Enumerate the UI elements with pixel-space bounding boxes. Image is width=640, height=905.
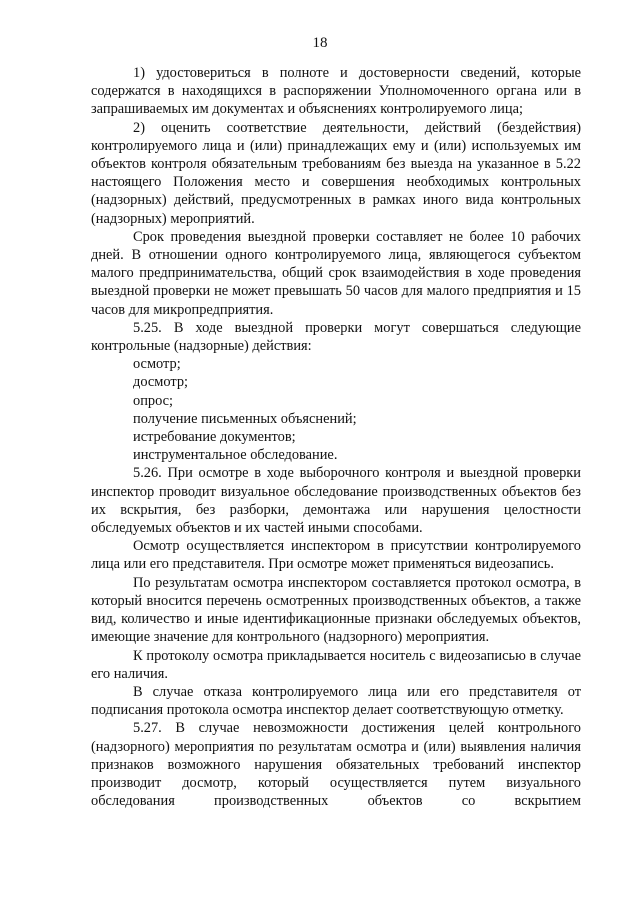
- actions-list: [91, 355, 581, 464]
- page-number: 18: [312, 35, 328, 51]
- list-item: получение письменных объяснений;: [133, 410, 357, 427]
- list-item: истребование документов;: [133, 429, 296, 446]
- paragraph-5-27: 5.27. В случае невозможности достижения целей контрольного (надзорного) мероприятия по результатам осмотра и (или) выявления наличия признаков возможного нарушения обязательных требований инспектор производит досмотр, который осуществляется путем визуального обследования производственных объектов со вскрытием: [91, 720, 581, 810]
- paragraph-inspection-term: Срок проведения выездной проверки составляет не более 10 рабочих дней. В отношении одного контролируемого лица, являющегося субъектом малого предпринимательства, общий срок взаимодействия в ходе проведения выездной проверки не может превышать 50 часов для малого предприятия и 15 часов для микропредприятия.: [91, 228, 581, 318]
- paragraph-5-26: 5.26. При осмотре в ходе выборочного контроля и выездной проверки инспектор проводит визуальное обследование производственных объектов без их вскрытия, без разборки, демонтажа или нарушения целостности обследуемых объектов и их частей иными способами.: [91, 465, 581, 537]
- paragraph-signing-refusal: В случае отказа контролируемого лица или его представителя от подписания протокола осмотра инспектор делает соответствующую отметку.: [91, 683, 581, 719]
- list-item: опрос;: [133, 392, 174, 409]
- paragraph-inspection-presence: Осмотр осуществляется инспектором в присутствии контролируемого лица или его представителя. При осмотре может применяться видеозапись.: [91, 538, 581, 573]
- list-item: инструментальное обследование.: [133, 447, 338, 464]
- paragraph-video-carrier: К протоколу осмотра прикладывается носитель с видеозаписью в случае его наличия.: [91, 647, 581, 682]
- paragraph-5-25: 5.25. В ходе выездной проверки могут совершаться следующие контрольные (надзорные) действия:: [91, 319, 581, 355]
- paragraph-item-2: 2) оценить соответствие деятельности, действий (бездействия) контролируемого лица и (или) принадлежащих ему и (или) используемых им объектов контроля обязательным требованиям без выезда на указанное в 5.22 настоящего Положения место и совершения необходимых контрольных (надзорных) действий, предусмотренных в рамках иного вида контрольных (надзорных) мероприятий.: [91, 119, 581, 227]
- list-item: осмотр;: [133, 356, 181, 373]
- list-item: досмотр;: [133, 374, 189, 391]
- paragraph-item-1: 1) удостовериться в полноте и достоверности сведений, которые содержатся в находящихся в распоряжении Уполномоченного органа или в запрашиваемых им документах и объяснениях контролируемого лица;: [91, 65, 581, 118]
- paragraph-inspection-protocol: По результатам осмотра инспектором составляется протокол осмотра, в который вносится перечень осмотренных производственных объектов, а также вид, количество и иные идентификационные признаки обследуемых объектов, имеющие значение для контрольного (надзорного) мероприятия.: [91, 574, 581, 646]
- document-body: [91, 64, 581, 810]
